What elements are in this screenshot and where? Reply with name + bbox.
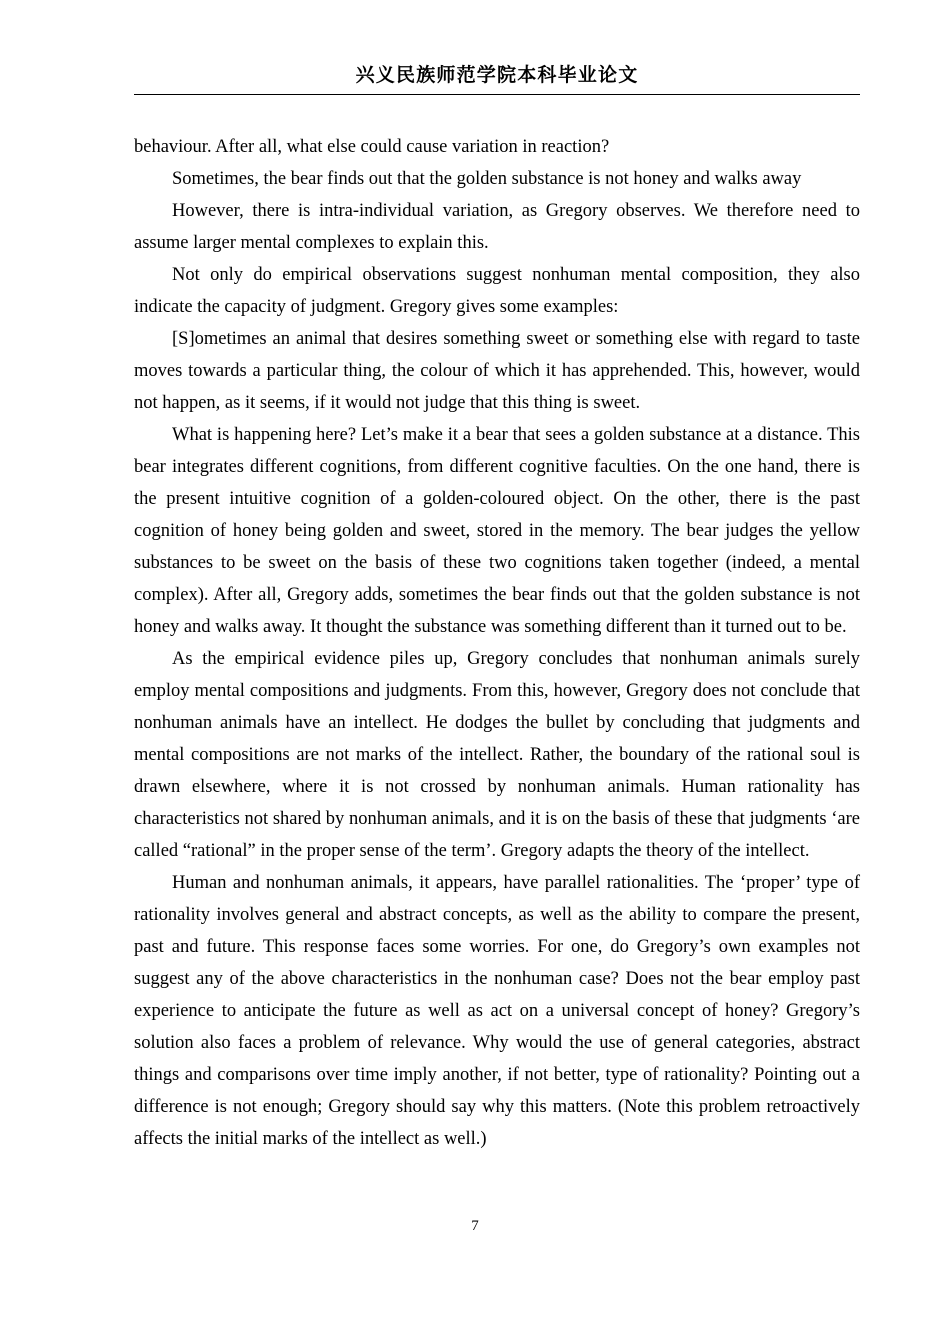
paragraph: behaviour. After all, what else could cause variation in reaction? — [134, 137, 610, 157]
document-body — [134, 131, 860, 1155]
paragraph: Sometimes, the bear finds out that the golden substance is not honey and walks away — [172, 169, 802, 189]
paragraph: Human and nonhuman animals, it appears, have parallel rationalities. The ‘proper’ type of rationality involves general and abstract concepts, as well as the ability to compare the present, past and future. This response faces some worries. For one, do Gregory’s own examples not suggest any of the above characteristics in the nonhuman case? Does not the bear employ past experience to anticipate the future as well as act on a universal concept of honey? Gregory’s solution also faces a problem of relevance. Why would the use of general categories, abstract things and comparisons over time imply another, if not better, type of rationality? Pointing out a difference is not enough; Gregory should say why this matters. (Note this problem retroactively affects the initial marks of the intellect as well.) — [134, 873, 860, 1149]
paragraph: As the empirical evidence piles up, Gregory concludes that nonhuman animals surely employ mental compositions and judgments. From this, however, Gregory does not conclude that nonhuman animals have an intellect. He dodges the bullet by concluding that judgments and mental compositions are not marks of the intellect. Rather, the boundary of the rational soul is drawn elsewhere, where it is not crossed by nonhuman animals. Human rationality has characteristics not shared by nonhuman animals, and it is on the basis of these that judgments ‘are called “rational” in the proper sense of the term’. Gregory adapts the theory of the intellect. — [134, 649, 860, 861]
paragraph: [S]ometimes an animal that desires something sweet or something else with regard to taste moves towards a particular thing, the colour of which it has apprehended. This, however, would not happen, as it seems, if it would not judge that this thing is sweet. — [134, 329, 860, 413]
paragraph: However, there is intra-individual variation, as Gregory observes. We therefore need to assume larger mental complexes to explain this. — [134, 201, 860, 253]
page-header — [134, 62, 860, 95]
paragraph: What is happening here? Let’s make it a bear that sees a golden substance at a distance. This bear integrates different cognitions, from different cognitive faculties. On the one hand, there is the present intuitive cognition of a golden-coloured object. On the other, there is the past cognition of honey being golden and sweet, stored in the memory. The bear judges the yellow substances to be sweet on the basis of these two cognitions taken together (indeed, a mental complex). After all, Gregory adds, sometimes the bear finds out that the golden substance is not honey and walks away. It thought the substance was something different than it turned out to be. — [134, 425, 860, 637]
header-title: 兴义民族师范学院本科毕业论文 — [355, 64, 639, 86]
page-number: 7 — [471, 1218, 479, 1234]
paragraph: Not only do empirical observations suggest nonhuman mental composition, they also indicate the capacity of judgment. Gregory gives some examples: — [134, 265, 860, 317]
header-divider — [134, 94, 860, 95]
